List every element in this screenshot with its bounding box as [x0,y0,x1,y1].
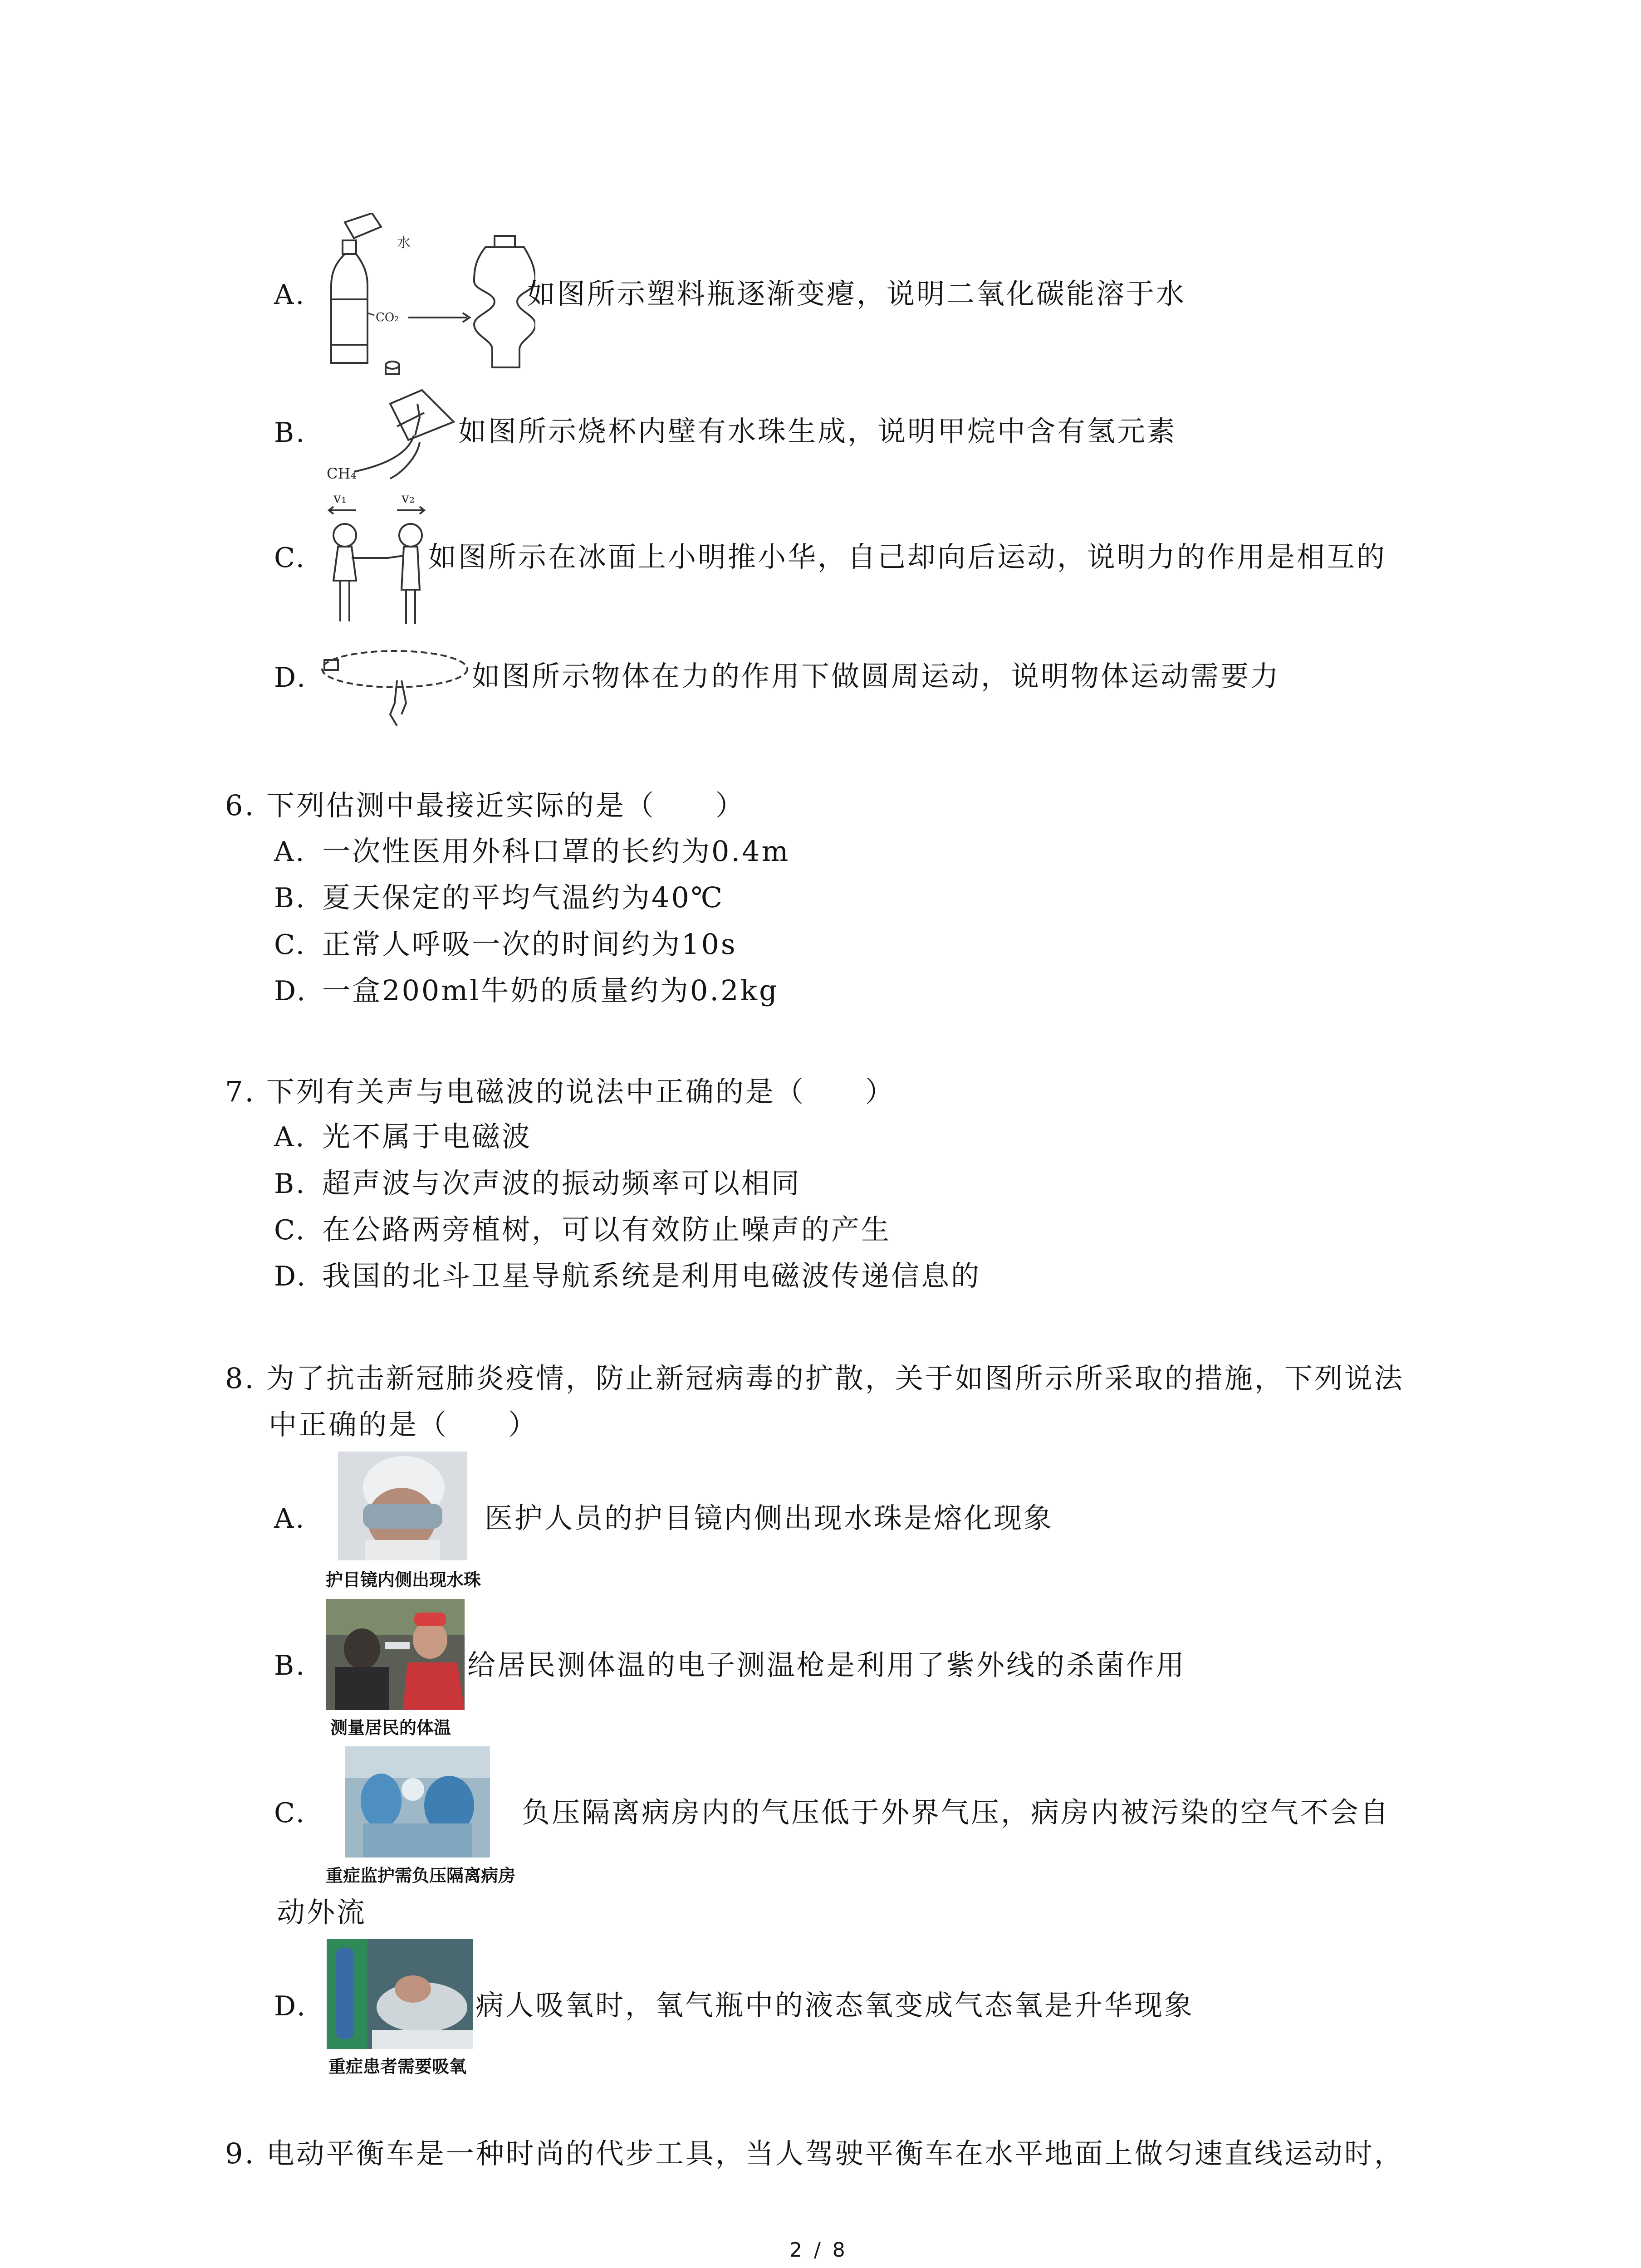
figure-label-co2: CO₂ [376,311,399,324]
q6-option-a-text: 一次性医用外科口罩的长约为0.4m [322,835,790,868]
q7-option-a-text: 光不属于电磁波 [322,1120,532,1153]
q8-option-c-photo [345,1746,490,1857]
q5-option-a-figure [318,213,535,381]
figure-label-water: 水 [397,235,411,251]
q8-option-c-text-cont: 动外流 [277,1896,367,1929]
q5-option-d-figure [318,635,476,730]
q8-option-a-label: A. [274,1503,306,1535]
figure-label-v2: v₂ [402,490,415,506]
q5-option-b-text: 如图所示烧杯内壁有水珠生成，说明甲烷中含有氢元素 [458,415,1177,448]
q6-option-c-label: C. [274,929,306,961]
q8-option-c-label: C. [274,1797,306,1829]
q6-option-b-label: B. [274,882,307,914]
beaker-methane-figure [318,386,467,481]
figure-label-v1: v₁ [333,490,347,506]
q8-option-d-text: 病人吸氧时，氧气瓶中的液态氧变成气态氧是升华现象 [475,1989,1195,2022]
q7-option-b-text: 超声波与次声波的振动频率可以相同 [322,1167,802,1200]
q6-option-d-text: 一盒200ml牛奶的质量约为0.2kg [322,974,779,1007]
q5-option-a-text: 如图所示塑料瓶逐渐变瘪，说明二氧化碳能溶于水 [527,277,1186,310]
q6-option-a-label: A. [274,836,306,868]
page-number: 2 / 8 [789,2239,848,2262]
q8-stem-line2: 中正确的是（ ） [269,1408,539,1441]
q8-option-a-text: 医护人员的护目镜内侧出现水珠是熔化现象 [485,1501,1054,1535]
q8-option-b-label: B. [274,1650,307,1681]
bottle-co2-figure [318,213,535,381]
q7-option-a-label: A. [274,1121,306,1153]
q8-option-d-caption: 重症患者需要吸氧 [328,2057,467,2077]
q8-option-a-caption: 护目镜内侧出现水珠 [326,1570,481,1590]
q5-option-c-label: C. [274,542,306,574]
oxygen-patient-photo [327,1939,473,2049]
q5-option-a-label: A. [274,279,306,311]
q5-option-d-text: 如图所示物体在力的作用下做圆周运动，说明物体运动需要力 [472,660,1281,693]
q5-option-c-figure [320,490,438,631]
q9-stem: 9. 电动平衡车是一种时尚的代步工具，当人驾驶平衡车在水平地面上做匀速直线运动时， [225,2137,1404,2170]
q8-option-b-caption: 测量居民的体温 [330,1718,451,1738]
q5-option-b-label: B. [274,417,307,449]
q8-option-c-caption: 重症监护需负压隔离病房 [326,1866,516,1886]
q7-option-d-text: 我国的北斗卫星导航系统是利用电磁波传递信息的 [322,1259,981,1292]
ice-skaters-figure [320,490,438,631]
q8-option-a-photo [338,1452,467,1560]
q8-option-b-photo [326,1599,465,1710]
isolation-ward-photo [345,1746,490,1857]
goggles-photo [338,1452,467,1560]
q7-option-d-label: D. [274,1261,308,1292]
q8-stem-line1: 8. 为了抗击新冠肺炎疫情，防止新冠病毒的扩散，关于如图所示所采取的措施，下列说法 [225,1362,1404,1395]
q7-option-c-text: 在公路两旁植树，可以有效防止噪声的产生 [322,1213,892,1246]
q5-option-d-label: D. [274,662,308,694]
temperature-check-photo [326,1599,465,1710]
q8-option-b-text: 给居民测体温的电子测温枪是利用了紫外线的杀菌作用 [467,1648,1186,1681]
q6-option-b-text: 夏天保定的平均气温约为40℃ [322,881,725,914]
q8-option-c-text: 负压隔离病房内的气压低于外界气压，病房内被污染的空气不会自 [522,1796,1391,1829]
q6-option-c-text: 正常人呼吸一次的时间约为10s [322,928,737,961]
q8-option-d-photo [327,1939,473,2049]
figure-label-ch4: CH₄ [327,465,357,481]
q7-option-b-label: B. [274,1168,307,1200]
q5-option-b-figure [318,386,467,481]
q7-stem: 7. 下列有关声与电磁波的说法中正确的是（ ） [225,1075,895,1108]
q5-option-c-text: 如图所示在冰面上小明推小华，自己却向后运动，说明力的作用是相互的 [428,540,1387,573]
q7-option-c-label: C. [274,1214,306,1246]
q6-stem: 6. 下列估测中最接近实际的是（ ） [225,789,745,822]
circular-motion-figure [318,635,476,730]
q8-option-d-label: D. [274,1990,308,2022]
q6-option-d-label: D. [274,975,308,1007]
